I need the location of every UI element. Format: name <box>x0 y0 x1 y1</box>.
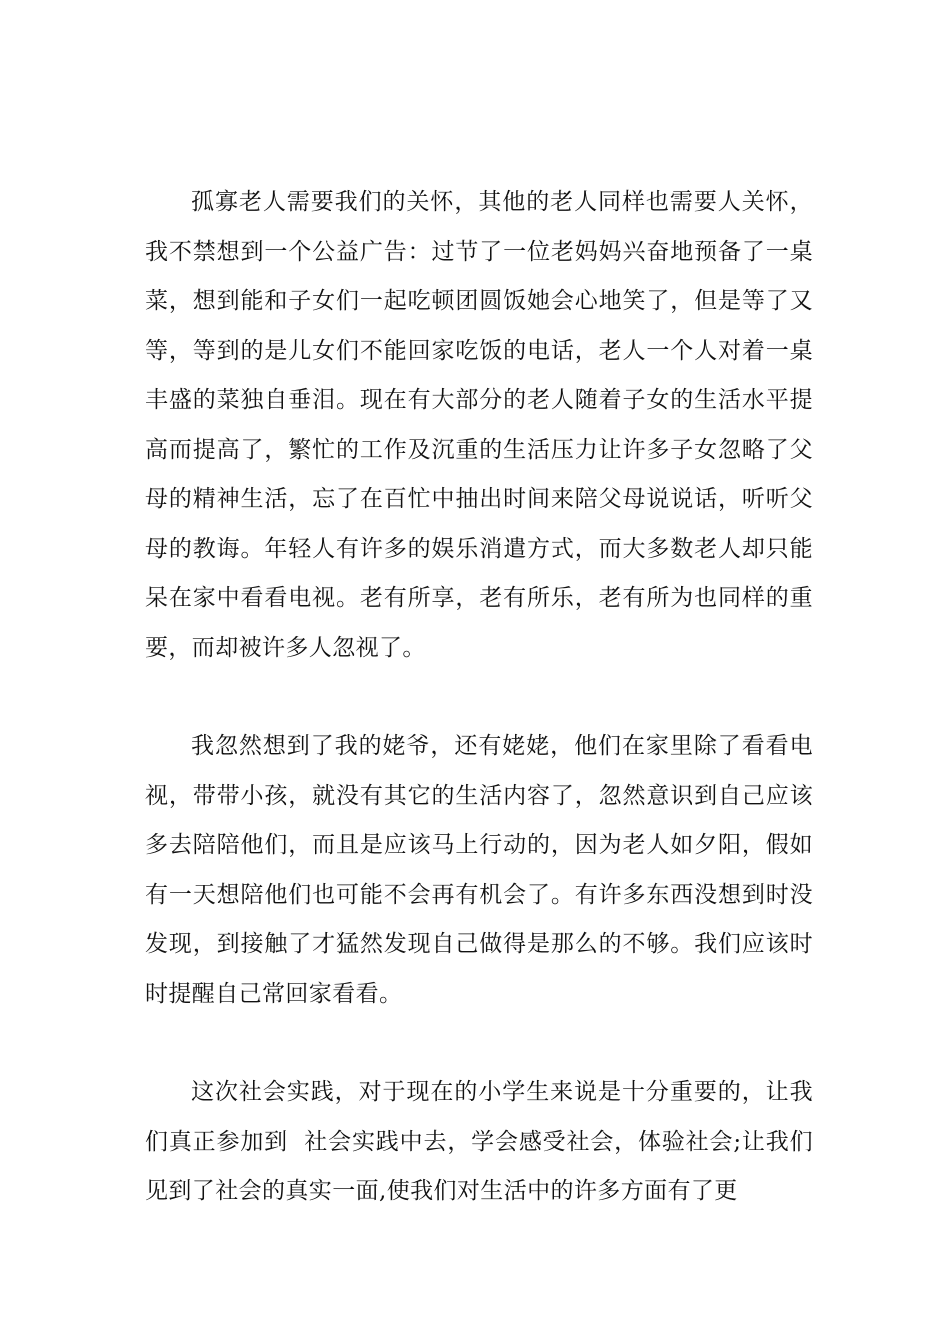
paragraph-3: 这次社会实践，对于现在的小学生来说是十分重要的，让我们真正参加到 社会实践中去，学会感受社会，体验社会;让我们见到了社会的真实一面,使我们对生活中的许多方面有了更 <box>145 1079 813 1204</box>
document-body <box>145 178 813 1217</box>
paragraph-1: 孤寡老人需要我们的关怀，其他的老人同样也需要人关怀，我不禁想到一个公益广告：过节了一位老妈妈兴奋地预备了一桌菜，想到能和子女们一起吃顿团圆饭她会心地笑了，但是等了又等，等到的是儿女们不能回家吃饭的电话，老人一个人对着一桌丰盛的菜独自垂泪。现在有大部分的老人随着子女的生活水平提高而提高了，繁忙的工作及沉重的生活压力让许多子女忽略了父母的精神生活，忘了在百忙中抽出时间来陪父母说说话，听听父母的教诲。年轻人有许多的娱乐消遣方式，而大多数老人却只能呆在家中看看电视。老有所享，老有所乐，老有所为也同样的重要，而却被许多人忽视了。 <box>145 189 813 661</box>
paragraph-2: 我忽然想到了我的姥爷，还有姥姥，他们在家里除了看看电视，带带小孩，就没有其它的生活内容了，忽然意识到自己应该多去陪陪他们，而且是应该马上行动的，因为老人如夕阳，假如有一天想陪他们也可能不会再有机会了。有许多东西没想到时没发现，到接触了才猛然发现自己做得是那么的不够。我们应该时时提醒自己常回家看看。 <box>145 733 813 1007</box>
